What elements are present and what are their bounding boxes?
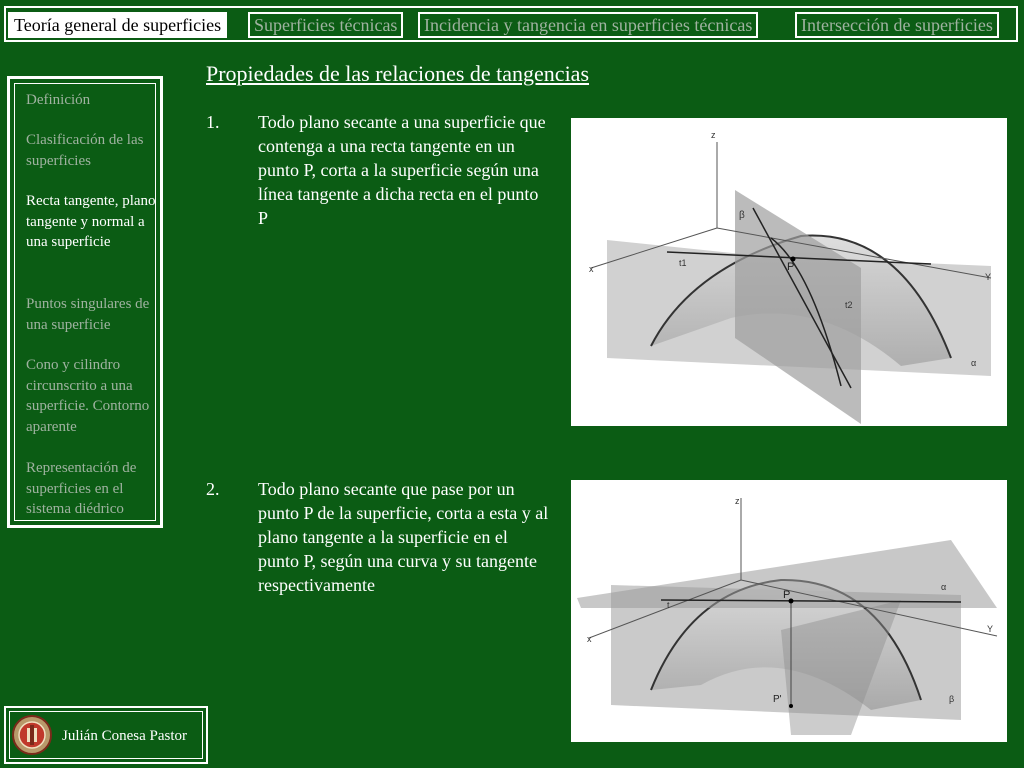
page-title: Propiedades de las relaciones de tangencias <box>206 61 590 86</box>
point-p-prime-label: P' <box>773 694 782 705</box>
tab-superficies-tecnicas[interactable]: Superficies técnicas <box>248 12 403 38</box>
tangent-plane-illustration <box>571 118 1007 426</box>
sidebar-nav <box>7 76 163 528</box>
t2-label: t2 <box>845 300 853 310</box>
sidebar-item-clasificacion[interactable]: Clasificación de las superficies <box>26 132 144 169</box>
axis-z-label: z <box>711 130 716 140</box>
tab-interseccion[interactable]: Intersección de superficies <box>795 12 999 38</box>
sidebar-item-representacion[interactable]: Representación de superficies en el sistema diédrico <box>26 460 137 517</box>
item-text: Todo plano secante a una superficie que contenga a una recta tangente en un punto P, corta a la superficie según una línea tangente a dicha recta en el punto P <box>258 112 546 228</box>
tab-teoria-general[interactable]: Teoría general de superficies <box>8 12 227 38</box>
university-seal-icon <box>12 715 52 755</box>
sidebar-item-cono-cilindro[interactable]: Cono y cilindro circunscrito a una superficie. Contorno aparente <box>26 357 150 435</box>
point-p-label: P <box>783 589 791 601</box>
axis-z-label: z <box>735 496 740 506</box>
alpha-label: α <box>971 358 977 368</box>
figure-tangent-plane-1 <box>571 118 1007 426</box>
beta-label: β <box>949 694 955 704</box>
author-box <box>4 706 208 764</box>
secant-plane-illustration <box>571 480 1007 742</box>
item-text: Todo plano secante que pase por un punto P de la superficie, corta a esta y al plano tangente a la superficie en el punto P, según una curva y su tangente respectivamente <box>258 479 549 595</box>
item-number: 2. <box>206 479 220 499</box>
author-name: Julián Conesa Pastor <box>62 728 187 744</box>
t-label: t <box>667 600 670 610</box>
t1-label: t1 <box>679 258 687 268</box>
figure-tangent-plane-2 <box>571 480 1007 742</box>
item-number: 1. <box>206 112 220 132</box>
alpha-label: α <box>941 582 947 592</box>
section-tab-bar <box>4 6 1018 42</box>
beta-label: β <box>739 210 745 221</box>
axis-x-label: x <box>589 264 594 274</box>
tab-incidencia-tangencia[interactable]: Incidencia y tangencia en superficies técnicas <box>418 12 758 38</box>
point-p-label: P <box>787 261 795 273</box>
sidebar-item-definicion[interactable]: Definición <box>26 92 91 108</box>
axis-y-label: Y <box>987 624 994 634</box>
axis-y-label: Y <box>985 272 992 282</box>
axis-x-label: x <box>587 634 592 644</box>
sidebar-item-recta-tangente[interactable]: Recta tangente, plano tangente y normal a una superficie <box>26 193 156 250</box>
sidebar-item-puntos-singulares[interactable]: Puntos singulares de una superficie <box>26 296 150 333</box>
